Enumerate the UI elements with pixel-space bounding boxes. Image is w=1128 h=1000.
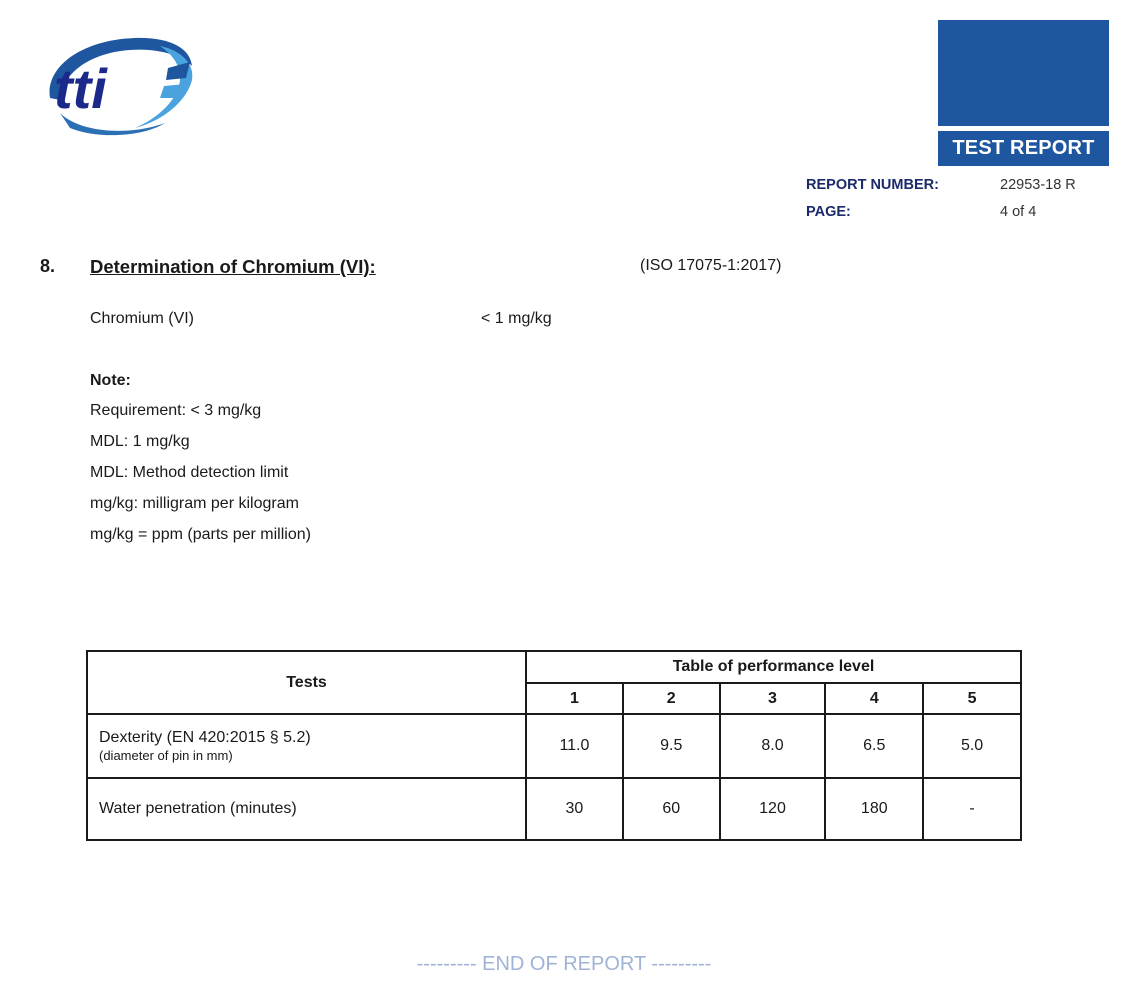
level-header: 1 [526,683,623,714]
section-number: 8. [40,256,56,276]
test-name-cell [87,778,526,840]
performance-table [86,650,1022,841]
test-name-cell [87,714,526,778]
result-value: < 1 mg/kg [481,310,552,327]
level-header: 2 [623,683,720,714]
note-line: Requirement: < 3 mg/kg [90,402,262,419]
tti-logo-graphic [40,28,205,148]
logo-text: tti [54,57,107,120]
value-cell: 60 [623,778,720,840]
test-subtitle: (diameter of pin in mm) [99,748,233,763]
value-cell: 6.5 [825,714,923,778]
performance-level-header: Table of performance level [526,651,1021,683]
brand-color-block [938,20,1109,126]
value-cell: 120 [720,778,826,840]
result-label: Chromium (VI) [90,310,195,327]
page-label: PAGE: [806,204,851,220]
table-row [87,778,1021,840]
section-standard: (ISO 17075-1:2017) [640,257,782,274]
end-of-report: --------- END OF REPORT --------- [416,953,712,975]
note-line: MDL: Method detection limit [90,464,289,481]
value-cell: 180 [825,778,923,840]
note-line: mg/kg: milligram per kilogram [90,495,299,512]
note-line: mg/kg = ppm (parts per million) [90,526,311,543]
test-name: Dexterity (EN 420:2015 § 5.2) [99,729,311,746]
note-line: MDL: 1 mg/kg [90,433,190,450]
value-cell: 30 [526,778,623,840]
value-cell: - [923,778,1021,840]
report-number-value: 22953-18 R [1000,177,1076,193]
value-cell: 8.0 [720,714,826,778]
tests-header: Tests [87,651,526,714]
note-title: Note: [90,372,131,389]
value-cell: 9.5 [623,714,720,778]
value-cell: 5.0 [923,714,1021,778]
level-header: 5 [923,683,1021,714]
page-value: 4 of 4 [1000,204,1037,220]
value-cell: 11.0 [526,714,623,778]
section-title: Determination of Chromium (VI): [90,256,376,277]
test-report-badge: TEST REPORT [938,131,1109,166]
level-header: 3 [720,683,826,714]
test-name: Water penetration (minutes) [99,800,297,817]
level-header: 4 [825,683,923,714]
tti-logo [40,28,205,148]
table-row [87,714,1021,778]
report-number-label: REPORT NUMBER: [806,177,939,193]
